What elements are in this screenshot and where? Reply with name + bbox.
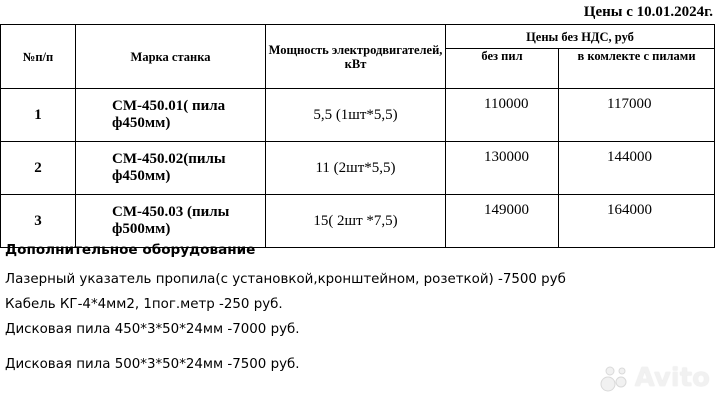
- header-model: Марка станка: [76, 25, 266, 89]
- header-price-group: Цены без НДС, руб: [446, 25, 715, 49]
- extra-item-saw-500: Дисковая пила 500*3*50*24мм -7500 руб.: [5, 357, 300, 372]
- row-price-no-saws: 130000: [446, 142, 559, 195]
- table-row: [1, 89, 715, 142]
- row-num: 2: [1, 142, 76, 195]
- row-model: СМ-450.02(пилы ф450мм): [76, 142, 266, 195]
- table-row: [1, 195, 715, 248]
- header-no-saws: без пил: [446, 49, 559, 89]
- avito-watermark: [599, 362, 710, 394]
- row-price-with-saws: 144000: [559, 142, 715, 195]
- avito-logo-icon: [599, 362, 631, 394]
- extra-item-laser: Лазерный указатель пропила(с установкой,кронштейном, розеткой) -7500 руб: [5, 272, 566, 287]
- row-model: СМ-450.01( пила ф450мм): [76, 89, 266, 142]
- table-row: [1, 142, 715, 195]
- row-num: 3: [1, 195, 76, 248]
- row-price-with-saws: 164000: [559, 195, 715, 248]
- avito-watermark-text: Avito: [634, 363, 710, 393]
- row-price-with-saws: 117000: [559, 89, 715, 142]
- extra-equipment-title: Дополнительное оборудование: [5, 242, 256, 258]
- row-power: 5,5 (1шт*5,5): [266, 89, 446, 142]
- header-with-saws: в комлекте с пилами: [559, 49, 715, 89]
- row-num: 1: [1, 89, 76, 142]
- row-price-no-saws: 110000: [446, 89, 559, 142]
- extra-item-saw-450: Дисковая пила 450*3*50*24мм -7000 руб.: [5, 322, 300, 337]
- header-power: Мощность электродвигателей, кВт: [266, 25, 446, 89]
- row-price-no-saws: 149000: [446, 195, 559, 248]
- price-table: [0, 24, 715, 248]
- header-num: №п/п: [1, 25, 76, 89]
- price-date: Цены с 10.01.2024г.: [583, 4, 713, 20]
- row-power: 15( 2шт *7,5): [266, 195, 446, 248]
- row-power: 11 (2шт*5,5): [266, 142, 446, 195]
- row-model: СМ-450.03 (пилы ф500мм): [76, 195, 266, 248]
- extra-item-cable: Кабель КГ-4*4мм2, 1пог.метр -250 руб.: [5, 297, 283, 312]
